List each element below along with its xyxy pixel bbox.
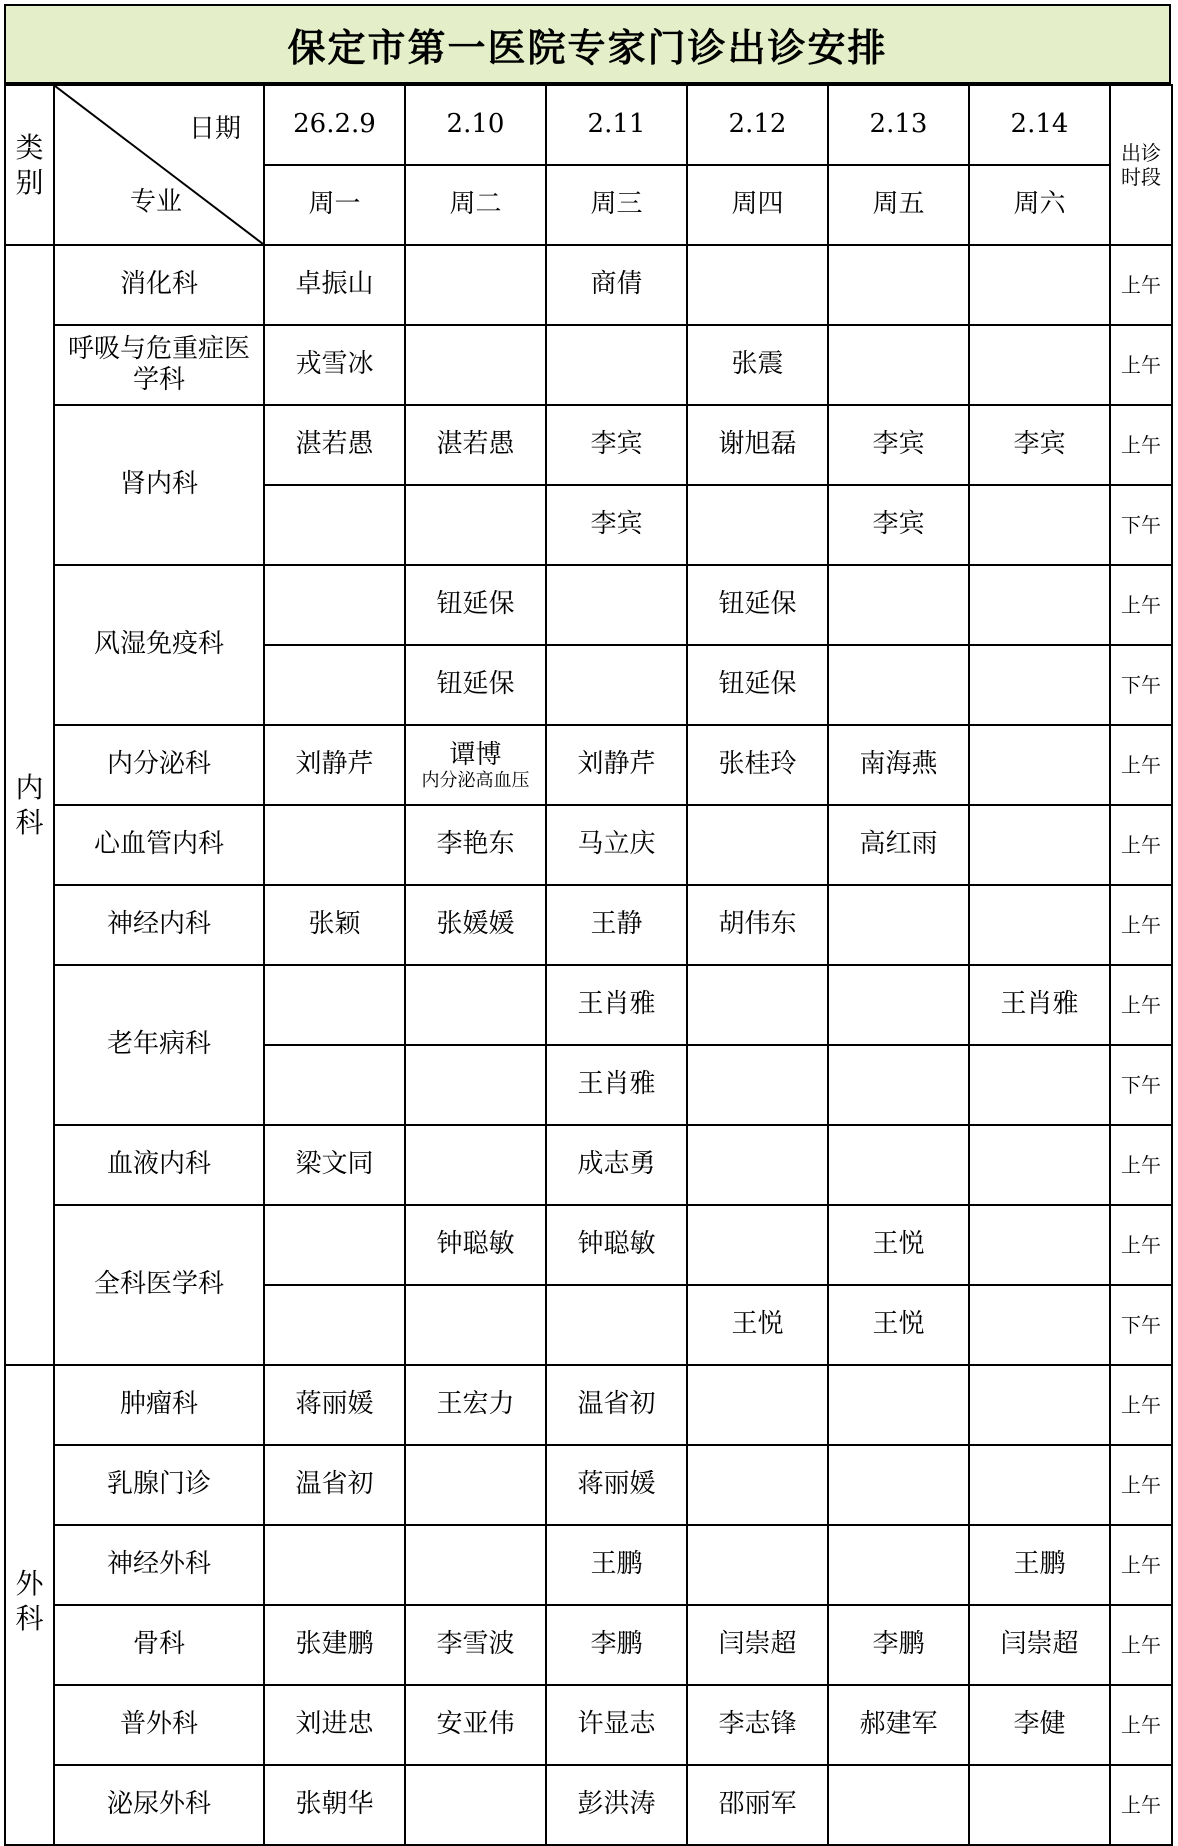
doctor-cell: 李宾: [828, 405, 969, 485]
table-row: [5, 725, 1172, 805]
period-cell: 上午: [1110, 885, 1172, 965]
period-cell: 上午: [1110, 325, 1172, 405]
department-name: 神经内科: [54, 885, 264, 965]
table-row: [5, 1525, 1172, 1605]
doctor-cell: [969, 1445, 1110, 1525]
doctor-cell: 钟聪敏: [546, 1205, 687, 1285]
doctor-cell: [969, 805, 1110, 885]
diagonal-line: [55, 86, 263, 244]
doctor-cell: [828, 885, 969, 965]
period-cell: 上午: [1110, 1205, 1172, 1285]
weekday-cell: 周五: [828, 165, 969, 245]
doctor-cell: 彭洪涛: [546, 1765, 687, 1845]
doctor-cell: [264, 645, 405, 725]
doctor-note: 内分泌高血压: [421, 769, 530, 791]
period-cell: 上午: [1110, 1525, 1172, 1605]
date-label: 日期: [188, 114, 241, 144]
period-cell: 下午: [1110, 1285, 1172, 1365]
department-name: 呼吸与危重症医学科: [54, 325, 264, 405]
table-row: [5, 805, 1172, 885]
doctor-cell: 李志锋: [687, 1685, 828, 1765]
doctor-cell: [687, 1045, 828, 1125]
department-name: 老年病科: [54, 965, 264, 1125]
doctor-name: 谭博: [449, 739, 502, 770]
department-name: 骨科: [54, 1605, 264, 1685]
page-title: 保定市第一医院专家门诊出诊安排: [4, 4, 1171, 84]
weekday-cell: 周一: [264, 165, 405, 245]
doctor-cell: [828, 1765, 969, 1845]
doctor-cell: 湛若愚: [264, 405, 405, 485]
table-row: [5, 1765, 1172, 1845]
doctor-cell: 温省初: [546, 1365, 687, 1445]
period-cell: 下午: [1110, 645, 1172, 725]
doctor-cell: [687, 805, 828, 885]
period-cell: 上午: [1110, 1685, 1172, 1765]
period-cell: 上午: [1110, 1125, 1172, 1205]
period-cell: 下午: [1110, 485, 1172, 565]
doctor-cell: [828, 1445, 969, 1525]
period-cell: 上午: [1110, 725, 1172, 805]
doctor-cell: [264, 805, 405, 885]
doctor-cell: [264, 485, 405, 565]
period-cell: 上午: [1110, 1765, 1172, 1845]
doctor-cell: 蒋丽媛: [546, 1445, 687, 1525]
doctor-cell: [969, 1205, 1110, 1285]
doctor-cell: 王悦: [828, 1285, 969, 1365]
doctor-cell: 胡伟东: [687, 885, 828, 965]
category-header-cell: [5, 85, 54, 245]
department-name: 血液内科: [54, 1125, 264, 1205]
doctor-cell: 王鹏: [969, 1525, 1110, 1605]
period-cell: 上午: [1110, 805, 1172, 885]
doctor-cell: [969, 245, 1110, 325]
department-name: 神经外科: [54, 1525, 264, 1605]
doctor-cell: [969, 485, 1110, 565]
doctor-cell: 张震: [687, 325, 828, 405]
doctor-cell: [264, 1205, 405, 1285]
table-row: [5, 1205, 1172, 1285]
date-cell: 2.13: [828, 85, 969, 165]
diagonal-header-cell: [54, 85, 264, 245]
table-row: [5, 1605, 1172, 1685]
doctor-cell: 刘进忠: [264, 1685, 405, 1765]
doctor-cell: [687, 1205, 828, 1285]
doctor-cell: [405, 1525, 546, 1605]
doctor-cell: [405, 965, 546, 1045]
date-cell: 26.2.9: [264, 85, 405, 165]
schedule-table: [4, 84, 1173, 1846]
doctor-cell: [828, 1365, 969, 1445]
doctor-cell: 李宾: [969, 405, 1110, 485]
doctor-cell: [405, 725, 546, 805]
doctor-cell: [969, 325, 1110, 405]
doctor-cell: 卓振山: [264, 245, 405, 325]
doctor-cell: [969, 565, 1110, 645]
doctor-cell: [405, 1125, 546, 1205]
doctor-cell: [405, 1765, 546, 1845]
doctor-cell: 戎雪冰: [264, 325, 405, 405]
doctor-cell: [969, 885, 1110, 965]
table-row: [5, 325, 1172, 405]
doctor-cell: [264, 565, 405, 645]
date-cell: 2.11: [546, 85, 687, 165]
doctor-cell: 湛若愚: [405, 405, 546, 485]
doctor-cell: 安亚伟: [405, 1685, 546, 1765]
department-name: 内分泌科: [54, 725, 264, 805]
table-row: [5, 965, 1172, 1045]
period-cell: 上午: [1110, 1445, 1172, 1525]
doctor-cell: 李宾: [828, 485, 969, 565]
weekday-cell: 周三: [546, 165, 687, 245]
doctor-cell: [828, 565, 969, 645]
doctor-cell: 钮延保: [687, 565, 828, 645]
doctor-cell: [969, 1045, 1110, 1125]
department-name: 风湿免疫科: [54, 565, 264, 725]
doctor-cell: 张桂玲: [687, 725, 828, 805]
doctor-cell: [264, 965, 405, 1045]
table-row: [5, 405, 1172, 485]
doctor-cell: 王悦: [828, 1205, 969, 1285]
doctor-cell: [828, 1125, 969, 1205]
doctor-cell: [828, 965, 969, 1045]
period-cell: 上午: [1110, 405, 1172, 485]
period-cell: 上午: [1110, 245, 1172, 325]
doctor-cell: 王鹏: [546, 1525, 687, 1605]
doctor-cell: [687, 485, 828, 565]
doctor-cell: [828, 1525, 969, 1605]
doctor-cell: [405, 325, 546, 405]
doctor-cell: 谢旭磊: [687, 405, 828, 485]
doctor-cell: 钮延保: [405, 565, 546, 645]
doctor-cell: 王悦: [687, 1285, 828, 1365]
department-name: 肿瘤科: [54, 1365, 264, 1445]
category-label: 内科: [15, 771, 44, 839]
doctor-cell: 刘静芹: [546, 725, 687, 805]
table-row: [5, 1125, 1172, 1205]
period-cell: 上午: [1110, 1605, 1172, 1685]
doctor-cell: 钮延保: [687, 645, 828, 725]
doctor-cell: [969, 1365, 1110, 1445]
table-row: [5, 885, 1172, 965]
table-row: [5, 565, 1172, 645]
doctor-cell: 闫崇超: [687, 1605, 828, 1685]
doctor-cell: [405, 1285, 546, 1365]
doctor-cell: [687, 1445, 828, 1525]
doctor-cell: 张建鹏: [264, 1605, 405, 1685]
category-surgery: [5, 1365, 54, 1845]
date-cell: 2.12: [687, 85, 828, 165]
specialty-label: 专业: [130, 186, 183, 217]
doctor-cell: [264, 1285, 405, 1365]
doctor-cell: 李鹏: [828, 1605, 969, 1685]
doctor-cell: 王静: [546, 885, 687, 965]
doctor-cell: 高红雨: [828, 805, 969, 885]
doctor-cell: [546, 325, 687, 405]
department-name: 泌尿外科: [54, 1765, 264, 1845]
table-row: [5, 1365, 1172, 1445]
period-cell: 下午: [1110, 1045, 1172, 1125]
doctor-cell: [546, 645, 687, 725]
category-label: 外科: [15, 1567, 44, 1635]
period-cell: 上午: [1110, 565, 1172, 645]
doctor-cell: 钟聪敏: [405, 1205, 546, 1285]
doctor-cell: 王肖雅: [546, 1045, 687, 1125]
doctor-cell: 许显志: [546, 1685, 687, 1765]
period-cell: 上午: [1110, 1365, 1172, 1445]
doctor-cell: [264, 1525, 405, 1605]
department-name: 普外科: [54, 1685, 264, 1765]
doctor-cell: 钮延保: [405, 645, 546, 725]
doctor-cell: 李宾: [546, 405, 687, 485]
department-name: 消化科: [54, 245, 264, 325]
doctor-cell: 王宏力: [405, 1365, 546, 1445]
doctor-cell: 蒋丽媛: [264, 1365, 405, 1445]
doctor-cell: 温省初: [264, 1445, 405, 1525]
doctor-cell: [687, 965, 828, 1045]
weekday-cell: 周二: [405, 165, 546, 245]
date-cell: 2.14: [969, 85, 1110, 165]
department-name: 乳腺门诊: [54, 1445, 264, 1525]
category-internal: [5, 245, 54, 1365]
doctor-cell: 李宾: [546, 485, 687, 565]
doctor-cell: [969, 1125, 1110, 1205]
doctor-cell: [687, 1525, 828, 1605]
doctor-cell: 李健: [969, 1685, 1110, 1765]
doctor-cell: 南海燕: [828, 725, 969, 805]
header-date-row: [5, 85, 1172, 165]
doctor-cell: 商倩: [546, 245, 687, 325]
doctor-cell: [546, 1285, 687, 1365]
doctor-cell: [969, 1285, 1110, 1365]
date-cell: 2.10: [405, 85, 546, 165]
doctor-cell: [828, 325, 969, 405]
doctor-cell: 邵丽军: [687, 1765, 828, 1845]
weekday-cell: 周六: [969, 165, 1110, 245]
doctor-cell: [546, 565, 687, 645]
doctor-cell: 刘静芹: [264, 725, 405, 805]
doctor-cell: [969, 1765, 1110, 1845]
doctor-cell: [405, 245, 546, 325]
doctor-cell: 梁文同: [264, 1125, 405, 1205]
doctor-cell: 李艳东: [405, 805, 546, 885]
doctor-cell: [405, 1045, 546, 1125]
weekday-cell: 周四: [687, 165, 828, 245]
doctor-cell: [969, 725, 1110, 805]
doctor-cell: 张媛媛: [405, 885, 546, 965]
doctor-cell: 王肖雅: [546, 965, 687, 1045]
department-name: 心血管内科: [54, 805, 264, 885]
period-cell: 上午: [1110, 965, 1172, 1045]
table-row: [5, 245, 1172, 325]
department-name: 全科医学科: [54, 1205, 264, 1365]
period-header: 出诊时段: [1121, 141, 1161, 189]
doctor-cell: 张颖: [264, 885, 405, 965]
doctor-cell: 马立庆: [546, 805, 687, 885]
category-header: 类别: [15, 131, 44, 199]
doctor-cell: [687, 245, 828, 325]
doctor-cell: 李鹏: [546, 1605, 687, 1685]
doctor-cell: 张朝华: [264, 1765, 405, 1845]
doctor-cell: 成志勇: [546, 1125, 687, 1205]
doctor-cell: 郝建军: [828, 1685, 969, 1765]
table-row: [5, 1685, 1172, 1765]
table-row: [5, 1445, 1172, 1525]
doctor-cell: [828, 1045, 969, 1125]
doctor-cell: [969, 645, 1110, 725]
doctor-cell: [828, 245, 969, 325]
doctor-cell: 闫崇超: [969, 1605, 1110, 1685]
doctor-cell: [687, 1365, 828, 1445]
doctor-cell: [828, 645, 969, 725]
doctor-cell: [687, 1125, 828, 1205]
doctor-cell: 李雪波: [405, 1605, 546, 1685]
doctor-cell: [405, 1445, 546, 1525]
doctor-cell: [264, 1045, 405, 1125]
doctor-cell: 王肖雅: [969, 965, 1110, 1045]
doctor-cell: [405, 485, 546, 565]
department-name: 肾内科: [54, 405, 264, 565]
period-header-cell: [1110, 85, 1172, 245]
